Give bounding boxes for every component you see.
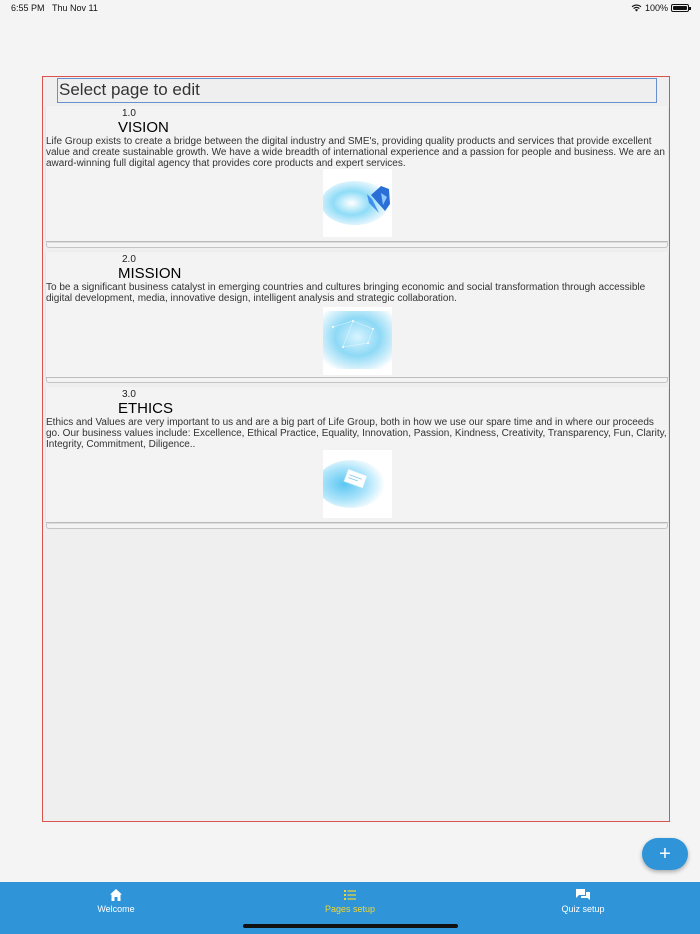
tab-quiz-setup[interactable] — [513, 882, 653, 922]
page-card-ethics[interactable] — [46, 387, 668, 523]
page-description: Ethics and Values are very important to us and are a big part of Life Group, both in how we use our spare time and in where our proceeds go. Our business values include: Excellence, Ethical Practice, Equality, Innovation, Passion, Kindness, Creativity, Transparency, Fun, Clarity, Integrity, Commitment, Diligence.. — [46, 417, 667, 450]
bottom-tab-bar — [0, 882, 700, 934]
status-bar — [0, 0, 700, 18]
page-title-mission: MISSION — [118, 265, 182, 282]
tab-label: Quiz setup — [561, 904, 605, 914]
battery-percent: 100% — [644, 3, 668, 13]
tab-label: Welcome — [97, 904, 135, 914]
page-number: 3.0 — [122, 389, 136, 400]
network-image — [323, 307, 392, 375]
chat-icon — [575, 888, 591, 902]
page-title-ethics: ETHICS — [118, 400, 174, 417]
tab-welcome[interactable] — [46, 882, 186, 922]
card-image — [323, 450, 392, 518]
card-divider — [46, 243, 668, 248]
page-number: 1.0 — [122, 108, 136, 119]
status-date: Thu Nov 11 — [52, 3, 98, 13]
status-indicators — [631, 3, 689, 13]
tab-label: Pages setup — [324, 904, 376, 914]
list-icon — [343, 888, 357, 902]
page-card-vision[interactable] — [46, 106, 668, 242]
page-card-mission[interactable] — [46, 252, 668, 378]
home-icon — [109, 888, 123, 902]
battery-icon — [671, 4, 689, 12]
card-divider — [46, 378, 668, 383]
tab-pages-setup[interactable] — [280, 882, 420, 922]
page-description: Life Group exists to create a bridge between the digital industry and SME's, providing quality products and services that provide excellent value and create sustainable growth. We have a wide breadth of international experience and a passion for people and business. We are an award-winning full digital agency that provides core products and expert services. — [46, 136, 665, 169]
status-time: 6:55 PM — [11, 3, 45, 13]
page-number: 2.0 — [122, 254, 136, 265]
wifi-icon — [631, 4, 642, 12]
page-title: Select page to edit — [57, 78, 657, 103]
card-divider — [46, 524, 668, 529]
pages-list-frame — [42, 76, 670, 822]
butterfly-image — [323, 169, 392, 237]
page-title-vision: VISION — [118, 119, 169, 136]
home-indicator — [243, 924, 458, 928]
page-description: To be a significant business catalyst in emerging countries and cultures bringing economic and social transformation through accessible digital development, media, innovative design, intelligent analysis and strategic collaboration. — [46, 282, 646, 304]
add-page-button[interactable]: + — [642, 838, 688, 870]
